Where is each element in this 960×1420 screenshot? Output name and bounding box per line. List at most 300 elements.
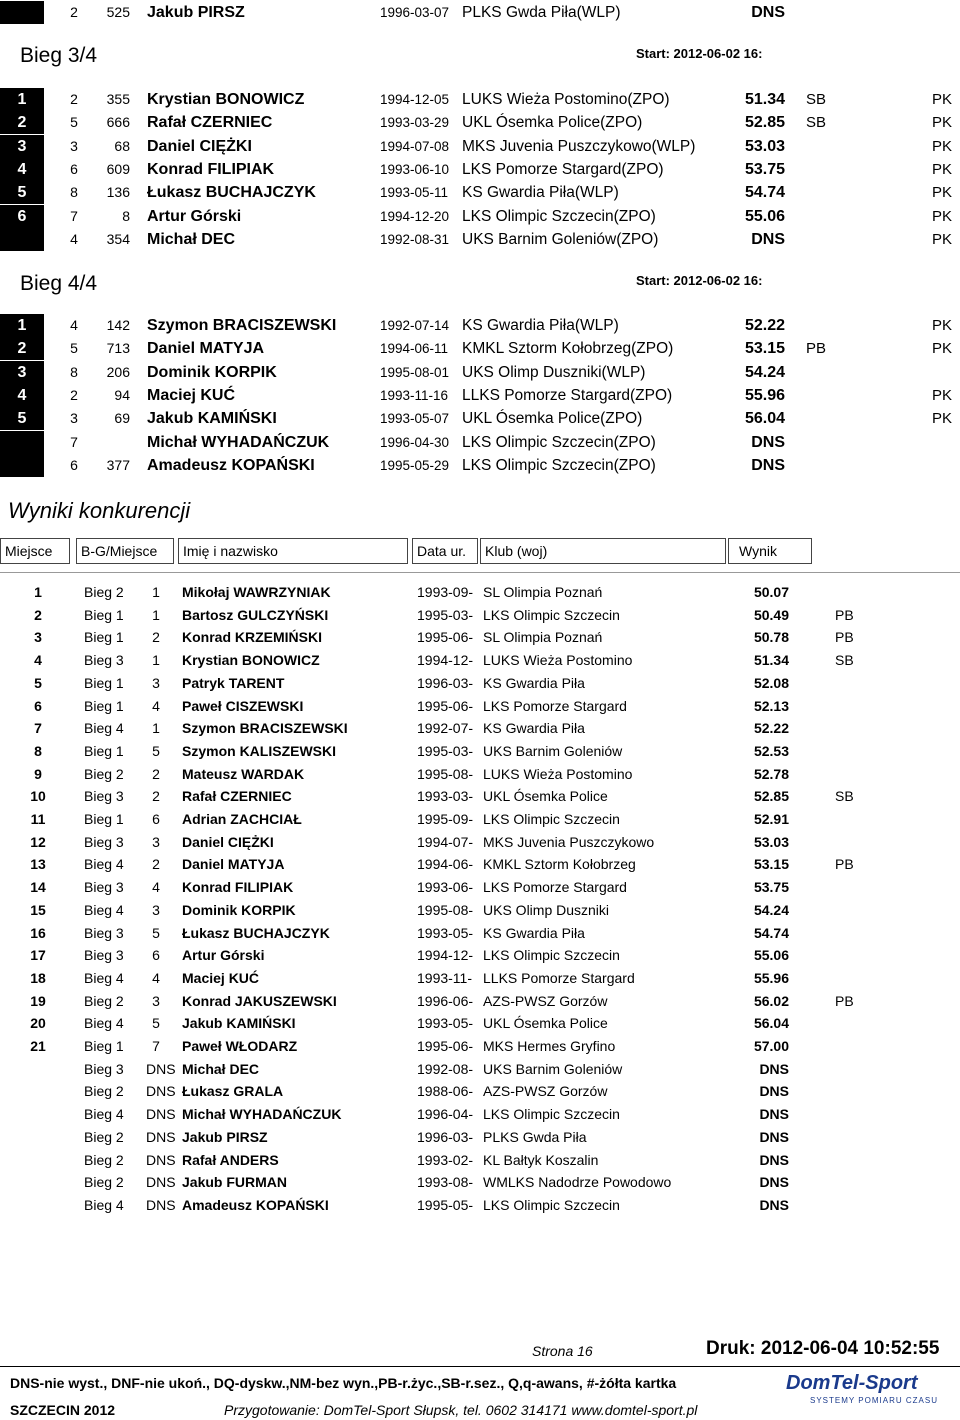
birth-date: 1994-07- <box>417 833 474 850</box>
birth-date: 1993-09- <box>417 584 474 600</box>
record-flag: PB <box>835 606 854 623</box>
bib: 666 <box>106 114 130 131</box>
result: 50.49 <box>753 606 789 623</box>
lane: 5 <box>70 340 78 357</box>
heat-position: 1 <box>152 606 160 623</box>
place-cell <box>0 1 44 24</box>
pk-flag: PK <box>932 317 953 334</box>
bib: 136 <box>106 184 130 201</box>
athlete-name: Szymon BRACISZEWSKI <box>182 720 348 737</box>
heat: Bieg 2 <box>84 584 124 600</box>
athlete-name: Patryk TARENT <box>182 674 285 691</box>
heat-position: 2 <box>152 856 160 873</box>
place: 10 <box>30 788 46 805</box>
heat-row <box>0 384 960 407</box>
result: DNS <box>751 456 785 474</box>
club: UKS Barnim Goleniów <box>483 742 623 759</box>
table-row <box>0 1058 960 1080</box>
athlete-name: Szymon BRACISZEWSKI <box>147 317 337 334</box>
heat-row <box>0 181 960 204</box>
result: DNS <box>759 1174 789 1191</box>
record-flag: PB <box>806 340 827 358</box>
result: DNS <box>751 230 785 248</box>
table-row <box>0 785 960 807</box>
birth-date: 1993-03-29 <box>380 115 450 131</box>
club: LKS Olimpic Szczecin <box>483 947 620 964</box>
birth-date: 1995-03- <box>417 606 474 623</box>
place-cell <box>0 228 44 251</box>
club: KS Gwardia Piła <box>483 924 585 941</box>
place-cell: 4 <box>0 158 44 181</box>
club: KMKL Sztorm Kołobrzeg <box>483 856 636 873</box>
heat: Bieg 3 <box>84 788 124 805</box>
result: DNS <box>751 433 785 451</box>
heat: Bieg 3 <box>84 924 124 941</box>
club: SL Olimpia Poznań <box>483 584 603 600</box>
athlete-name: Szymon KALISZEWSKI <box>182 742 337 759</box>
birth-date: 1996-04-30 <box>380 434 450 450</box>
table-row <box>0 1035 960 1057</box>
table-row <box>0 1126 960 1148</box>
place: 4 <box>34 652 42 669</box>
result: 53.03 <box>753 833 789 850</box>
club: PLKS Gwda Piła <box>483 1128 587 1145</box>
heat-position: DNS <box>146 1106 176 1123</box>
table-row <box>0 604 960 626</box>
result: 53.15 <box>753 856 789 873</box>
athlete-name: Jakub PIRSZ <box>147 4 245 21</box>
club: UKL Ósemka Police <box>483 788 608 805</box>
lane: 2 <box>70 386 78 403</box>
athlete-name: Jakub FURMAN <box>182 1174 288 1191</box>
athlete-name: Michał DEC <box>147 230 236 248</box>
heat: Bieg 4 <box>84 856 124 873</box>
heat-position: 1 <box>152 584 160 600</box>
heat: Bieg 4 <box>84 901 124 918</box>
page-number: Strona 16 <box>532 1343 593 1359</box>
result: 57.00 <box>753 1038 789 1054</box>
place-cell: 6 <box>0 205 44 228</box>
heat-position: 4 <box>152 879 160 896</box>
birth-date: 1993-03- <box>417 788 474 805</box>
result: 54.74 <box>753 924 789 941</box>
bib: 525 <box>106 4 130 20</box>
result: 52.22 <box>753 720 789 737</box>
birth-date: 1995-03- <box>417 742 474 759</box>
result: DNS <box>759 1151 789 1168</box>
table-row <box>0 1194 960 1216</box>
prepared-by: Przygotowanie: DomTel-Sport Słupsk, tel. 0602 314171 www.domtel-sport.pl <box>224 1402 698 1418</box>
club: PLKS Gwda Piła(WLP) <box>462 4 621 21</box>
place: 17 <box>30 947 46 964</box>
table-row <box>0 1103 960 1125</box>
table-row <box>0 626 960 648</box>
heat-position: DNS <box>146 1174 176 1191</box>
club: MKS Juvenia Puszczykowo(WLP) <box>462 137 696 155</box>
heat: Bieg 3 <box>84 947 124 964</box>
club: UKL Ósemka Police <box>483 1015 608 1032</box>
birth-date: 1995-05- <box>417 1196 474 1213</box>
heat: Bieg 4 <box>84 1106 124 1123</box>
heat-position: DNS <box>146 1151 176 1168</box>
birth-date: 1995-06- <box>417 1038 474 1054</box>
heat: Bieg 2 <box>84 1128 124 1145</box>
table-row <box>0 672 960 694</box>
birth-date: 1993-11-16 <box>380 387 449 403</box>
event-city: SZCZECIN 2012 <box>10 1402 116 1418</box>
table-row <box>0 763 960 785</box>
heat: Bieg 4 <box>84 1015 124 1032</box>
table-row <box>0 853 960 875</box>
place: 1 <box>34 584 42 600</box>
table-row <box>0 717 960 739</box>
athlete-name: Krystian BONOWICZ <box>182 652 320 669</box>
header-name: Imię i nazwisko <box>178 538 408 564</box>
birth-date: 1992-07- <box>417 720 474 737</box>
birth-date: 1995-08- <box>417 901 474 918</box>
footer-divider <box>0 1366 960 1367</box>
club: LKS Olimpic Szczecin <box>483 606 620 623</box>
heat: Bieg 3 <box>84 1060 124 1077</box>
athlete-name: Łukasz BUCHAJCZYK <box>147 184 316 202</box>
pk-flag: PK <box>932 184 953 202</box>
heat-position: DNS <box>146 1128 176 1145</box>
heat-start-time: Start: 2012-06-02 16: <box>636 46 763 61</box>
record-flag: SB <box>806 91 827 108</box>
birth-date: 1995-05-29 <box>380 457 450 473</box>
heat-position: 1 <box>152 720 160 737</box>
athlete-name: Michał DEC <box>182 1060 260 1077</box>
place-cell: 3 <box>0 135 44 158</box>
legend: DNS-nie wyst., DNF-nie ukoń., DQ-dyskw.,NM-bez wyn.,PB-r.życ.,SB-r.sez., Q,q-awans, #-żółta kartka <box>10 1375 677 1391</box>
birth-date: 1993-11- <box>417 969 473 986</box>
pk-flag: PK <box>932 91 953 108</box>
birth-date: 1994-06-11 <box>380 341 449 357</box>
heat-row <box>0 454 960 477</box>
club: SL Olimpia Poznań <box>483 629 603 646</box>
heat-position: 5 <box>152 1015 160 1032</box>
heat-row <box>0 361 960 384</box>
heat-position: 6 <box>152 947 160 964</box>
result: DNS <box>751 4 785 21</box>
heat-position: 1 <box>152 652 160 669</box>
athlete-name: Amadeusz KOPAŃSKI <box>147 456 315 474</box>
athlete-name: Jakub KAMIŃSKI <box>147 410 277 428</box>
birth-date: 1996-04- <box>417 1106 474 1123</box>
athlete-name: Jakub KAMIŃSKI <box>182 1015 296 1032</box>
result: 51.34 <box>744 91 785 108</box>
club: KS Gwardia Piła <box>483 674 585 691</box>
athlete-name: Daniel CIĘŻKI <box>182 833 274 850</box>
bib: 8 <box>122 207 130 224</box>
result: 54.24 <box>753 901 789 918</box>
club: MKS Hermes Gryfino <box>483 1038 616 1054</box>
pk-flag: PK <box>932 386 953 404</box>
club: UKS Olimp Duszniki <box>483 901 610 918</box>
table-row <box>0 1080 960 1102</box>
athlete-name: Adrian ZACHCIAŁ <box>182 811 302 827</box>
table-row <box>0 876 960 898</box>
bib: 355 <box>106 91 130 107</box>
place: 7 <box>34 720 42 737</box>
heat: Bieg 1 <box>84 606 124 623</box>
athlete-name: Maciej KUĆ <box>182 969 260 986</box>
lane: 6 <box>70 160 78 177</box>
birth-date: 1995-08-01 <box>380 364 450 380</box>
place: 3 <box>34 629 42 646</box>
lane: 6 <box>70 456 78 473</box>
place-cell: 5 <box>0 407 44 430</box>
athlete-name: Krystian BONOWICZ <box>147 91 305 108</box>
record-flag: SB <box>835 652 854 669</box>
athlete-name: Maciej KUĆ <box>147 386 236 404</box>
birth-date: 1996-03-07 <box>380 5 450 20</box>
club: LUKS Wieża Postomino <box>483 652 633 669</box>
heat: Bieg 2 <box>84 765 124 782</box>
birth-date: 1996-06- <box>417 992 474 1009</box>
table-row <box>0 967 960 989</box>
table-row <box>0 649 960 671</box>
table-row <box>0 922 960 944</box>
heat-position: 2 <box>152 629 160 646</box>
heat-position: 4 <box>152 969 160 986</box>
birth-date: 1993-05-11 <box>380 185 449 201</box>
result: 56.04 <box>753 1015 789 1032</box>
result: 54.74 <box>744 184 785 202</box>
birth-date: 1994-12-05 <box>380 92 450 107</box>
birth-date: 1994-12- <box>417 652 474 669</box>
place-cell: 5 <box>0 181 44 204</box>
domtel-logo <box>786 1372 946 1410</box>
club: LUKS Wieża Postomino(ZPO) <box>462 91 670 108</box>
athlete-name: Paweł WŁODARZ <box>182 1038 298 1054</box>
place-cell: 3 <box>0 361 44 384</box>
heat-position: 2 <box>152 788 160 805</box>
athlete-name: Michał WYHADAŃCZUK <box>182 1106 342 1123</box>
result: 53.75 <box>744 160 785 178</box>
lane: 8 <box>70 363 78 380</box>
bib: 609 <box>106 160 130 177</box>
club: LKS Olimpic Szczecin(ZPO) <box>462 433 656 451</box>
table-row <box>0 740 960 762</box>
place: 5 <box>34 674 42 691</box>
club: LKS Olimpic Szczecin <box>483 811 620 827</box>
table-row <box>0 808 960 830</box>
athlete-name: Konrad KRZEMIŃSKI <box>182 629 322 646</box>
club: LLKS Pomorze Stargard(ZPO) <box>462 386 673 404</box>
club: LLKS Pomorze Stargard <box>483 969 635 986</box>
lane: 4 <box>70 230 78 247</box>
athlete-name: Dominik KORPIK <box>182 901 296 918</box>
club: LKS Olimpic Szczecin <box>483 1196 620 1213</box>
heat: Bieg 1 <box>84 674 124 691</box>
heat: Bieg 2 <box>84 1151 124 1168</box>
club: WMLKS Nadodrze Powodowo <box>483 1174 672 1191</box>
heat-row <box>0 431 960 454</box>
birth-date: 1992-08- <box>417 1060 474 1077</box>
print-timestamp: Druk: 2012-06-04 10:52:55 <box>706 1338 940 1359</box>
result: DNS <box>759 1196 789 1213</box>
club: KS Gwardia Piła <box>483 720 585 737</box>
birth-date: 1993-08- <box>417 1174 474 1191</box>
heat: Bieg 3 <box>84 833 124 850</box>
heat-row <box>0 111 960 134</box>
place: 12 <box>30 833 46 850</box>
header-dob: Data ur. <box>412 538 478 564</box>
heat: Bieg 2 <box>84 1174 124 1191</box>
heat-position: 7 <box>152 1038 160 1054</box>
birth-date: 1995-08- <box>417 765 474 782</box>
table-row <box>0 581 960 603</box>
birth-date: 1994-12-20 <box>380 208 450 224</box>
birth-date: 1994-06- <box>417 856 474 873</box>
club: KS Gwardia Piła(WLP) <box>462 184 619 202</box>
place: 19 <box>30 992 46 1009</box>
club: LKS Pomorze Stargard <box>483 697 627 714</box>
record-flag: PB <box>835 856 854 873</box>
result: 55.96 <box>753 969 789 986</box>
divider <box>0 572 960 573</box>
lane: 2 <box>70 4 78 20</box>
heat: Bieg 1 <box>84 629 124 646</box>
birth-date: 1994-12- <box>417 947 474 964</box>
result: 52.13 <box>753 697 789 714</box>
result: 52.22 <box>744 317 785 334</box>
heat: Bieg 1 <box>84 1038 124 1054</box>
pk-flag: PK <box>932 410 953 428</box>
birth-date: 1994-07-08 <box>380 138 450 154</box>
table-row <box>0 695 960 717</box>
heat: Bieg 4 <box>84 720 124 737</box>
logo-subtitle: SYSTEMY POMIARU CZASU <box>810 1396 938 1405</box>
club: KMKL Sztorm Kołobrzeg(ZPO) <box>462 340 674 358</box>
place: 14 <box>30 879 46 896</box>
result: DNS <box>759 1083 789 1100</box>
lane: 8 <box>70 184 78 201</box>
bib: 94 <box>114 386 130 403</box>
club: LKS Olimpic Szczecin(ZPO) <box>462 207 656 225</box>
place: 16 <box>30 924 46 941</box>
athlete-name: Bartosz GULCZYŃSKI <box>182 606 329 623</box>
club: KS Gwardia Piła(WLP) <box>462 317 619 334</box>
bib: 354 <box>106 230 130 247</box>
place-cell: 4 <box>0 384 44 407</box>
bib: 69 <box>114 410 130 427</box>
heat-position: 5 <box>152 924 160 941</box>
result: 52.85 <box>753 788 789 805</box>
pk-flag: PK <box>932 114 953 132</box>
record-flag: PB <box>835 629 854 646</box>
lane: 5 <box>70 114 78 131</box>
result: 53.03 <box>744 137 785 155</box>
heat: Bieg 4 <box>84 969 124 986</box>
bib: 142 <box>106 317 130 333</box>
place-cell: 1 <box>0 314 44 337</box>
place: 18 <box>30 969 46 986</box>
heat-position: DNS <box>146 1083 176 1100</box>
heat: Bieg 3 <box>84 652 124 669</box>
club: UKL Ósemka Police(ZPO) <box>462 114 643 132</box>
result: DNS <box>759 1060 789 1077</box>
result: 55.06 <box>744 207 785 225</box>
birth-date: 1992-08-31 <box>380 231 450 247</box>
athlete-name: Artur Górski <box>147 207 242 225</box>
birth-date: 1995-09- <box>417 811 474 827</box>
athlete-name: Konrad FILIPIAK <box>147 160 275 178</box>
pk-flag: PK <box>932 160 953 178</box>
athlete-name: Michał WYHADAŃCZUK <box>147 433 330 451</box>
club: LKS Pomorze Stargard(ZPO) <box>462 160 664 178</box>
athlete-name: Rafał CZERNIEC <box>147 114 273 132</box>
place: 9 <box>34 765 42 782</box>
table-row <box>0 944 960 966</box>
record-flag: SB <box>806 114 827 132</box>
header-heat: B-G/Miejsce <box>76 538 174 564</box>
athlete-name: Dominik KORPIK <box>147 363 277 381</box>
pk-flag: PK <box>932 207 953 225</box>
birth-date: 1993-05-07 <box>380 411 450 427</box>
heat: Bieg 4 <box>84 1196 124 1213</box>
result: 55.96 <box>744 386 785 404</box>
athlete-name: Konrad FILIPIAK <box>182 879 294 896</box>
lane: 2 <box>70 91 78 107</box>
athlete-name: Mikołaj WAWRZYNIAK <box>182 584 331 600</box>
header-result: Wynik <box>728 538 812 564</box>
club: LUKS Wieża Postomino <box>483 765 633 782</box>
table-row <box>0 831 960 853</box>
result: 52.78 <box>753 765 789 782</box>
place: 13 <box>30 856 46 873</box>
pk-flag: PK <box>932 340 953 358</box>
heat-position: 4 <box>152 697 160 714</box>
lane: 3 <box>70 137 78 154</box>
athlete-name: Jakub PIRSZ <box>182 1128 268 1145</box>
result: 54.24 <box>744 363 785 381</box>
place: 2 <box>34 606 42 623</box>
club: LKS Pomorze Stargard <box>483 879 627 896</box>
header-place: Miejsce <box>0 538 70 564</box>
athlete-name: Artur Górski <box>182 947 265 964</box>
bib: 713 <box>106 340 130 357</box>
place: 21 <box>30 1038 46 1054</box>
birth-date: 1996-03- <box>417 674 474 691</box>
result: 52.85 <box>744 114 785 132</box>
result: 56.04 <box>744 410 785 428</box>
section-title: Wyniki konkurencji <box>8 498 191 523</box>
club: LKS Olimpic Szczecin(ZPO) <box>462 456 656 474</box>
place: 15 <box>30 901 46 918</box>
birth-date: 1995-06- <box>417 697 474 714</box>
heat-title: Bieg 4/4 <box>20 272 98 295</box>
club: LKS Olimpic Szczecin <box>483 1106 620 1123</box>
birth-date: 1996-03- <box>417 1128 474 1145</box>
place-cell <box>0 454 44 477</box>
heat-position: 6 <box>152 811 160 827</box>
athlete-name: Daniel MATYJA <box>182 856 285 873</box>
result: 50.78 <box>753 629 789 646</box>
club: AZS-PWSZ Gorzów <box>483 1083 608 1100</box>
bib: 206 <box>106 363 130 380</box>
table-row <box>0 1012 960 1034</box>
heat-position: 5 <box>152 742 160 759</box>
record-flag: SB <box>835 788 854 805</box>
result: 55.06 <box>753 947 789 964</box>
athlete-name: Daniel CIĘŻKI <box>147 137 252 155</box>
heat: Bieg 3 <box>84 879 124 896</box>
table-row <box>0 1171 960 1193</box>
athlete-name: Paweł CISZEWSKI <box>182 697 304 714</box>
heat-row <box>0 135 960 158</box>
